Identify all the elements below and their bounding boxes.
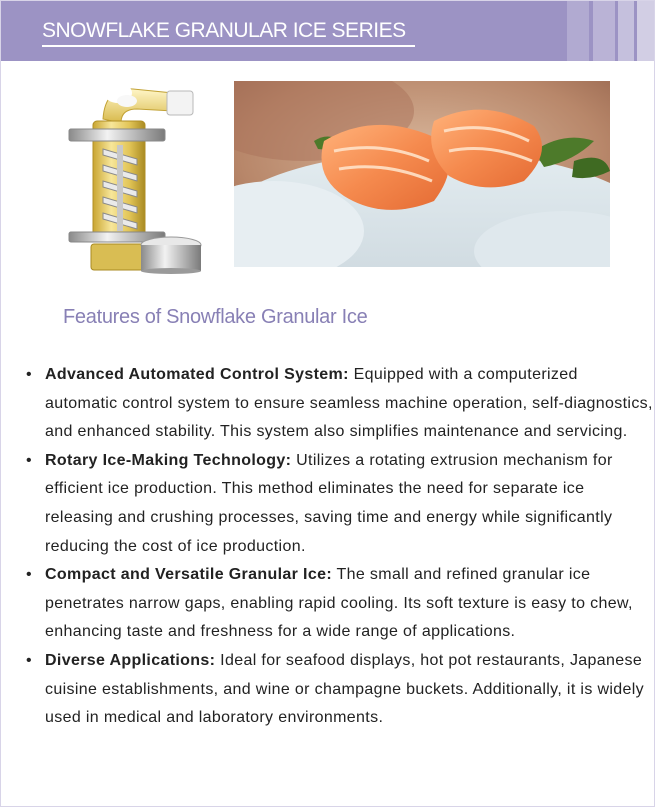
header-banner bbox=[1, 1, 654, 61]
bullet-icon: • bbox=[26, 366, 32, 383]
feature-text: Ideal for seafood displays, hot pot restaurants, Japanese cuisine establishments, and wine or champagne buckets. Additionally, it is widely used in medical and laboratory environments. bbox=[45, 651, 645, 727]
feature-title: Advanced Automated Control System: bbox=[45, 366, 349, 383]
features-list bbox=[21, 361, 653, 733]
bullet-icon: • bbox=[26, 566, 32, 584]
feature-text: Utilizes a rotating extrusion mechanism for efficient ice production. This method eliminates the need for separate ice releasing and crushing processes, saving time and energy while significantly reducing the cost of ice production. bbox=[45, 451, 613, 555]
feature-item bbox=[21, 361, 653, 447]
ice-machine-illustration bbox=[63, 79, 213, 274]
feature-item bbox=[21, 647, 653, 733]
section-subtitle: Features of Snowflake Granular Ice bbox=[63, 306, 368, 328]
page-title: SNOWFLAKE GRANULAR ICE SERIES bbox=[42, 19, 406, 42]
feature-title: Rotary Ice-Making Technology: bbox=[45, 451, 292, 469]
bullet-icon: • bbox=[26, 651, 32, 669]
feature-item bbox=[21, 561, 653, 647]
feature-text: Equipped with a computerized automatic control system to ensure seamless machine operation, self-diagnostics, and enhanced stability. This system also simplifies maintenance and servicing. bbox=[45, 366, 653, 441]
feature-item bbox=[21, 447, 653, 561]
feature-title: Diverse Applications: bbox=[45, 651, 216, 669]
title-underline bbox=[42, 45, 415, 47]
feature-text: The small and refined granular ice penetrates narrow gaps, enabling rapid cooling. Its soft texture is easy to chew, enhancing taste and freshness for a wide range of applications. bbox=[45, 566, 633, 641]
bullet-icon: • bbox=[26, 451, 32, 469]
feature-title: Compact and Versatile Granular Ice: bbox=[45, 566, 333, 584]
salmon-sashimi-photo bbox=[234, 81, 610, 267]
